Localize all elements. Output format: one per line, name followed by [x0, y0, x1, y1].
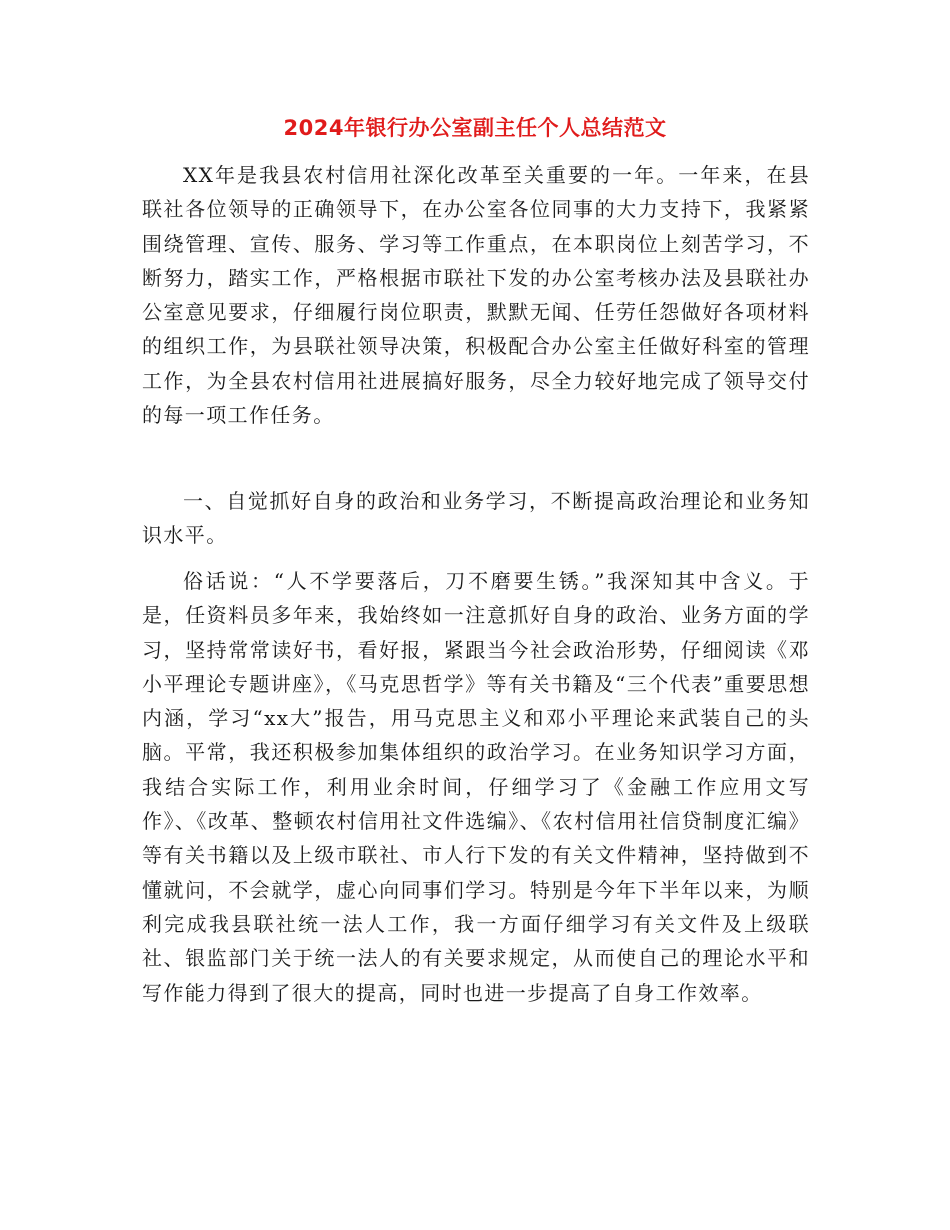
paragraph-study: 俗话说：“人不学要落后，刀不磨要生锈。”我深知其中含义。于是，任资料员多年来，我始终如一注意抓好自身的政治、业务方面的学习，坚持常常读好书，看好报，紧跟当今社会政治形势，仔细阅读《邓小平理论专题讲座》，《马克思哲学》等有关书籍及“三个代表”重要思想内涵，学习“xx大”报告，用马克思主义和邓小平理论来武装自己的头脑。平常，我还积极参加集体组织的政治学习。在业务知识学习方面，我结合实际工作，利用业余时间，仔细学习了《金融工作应用文写作》、《改革、整顿农村信用社文件选编》、《农村信用社信贷制度汇编》等有关书籍以及上级市联社、市人行下发的有关文件精神，坚持做到不懂就问，不会就学，虚心向同事们学习。特别是今年下半年以来，为顺利完成我县联社统一法人工作，我一方面仔细学习有关文件及上级联社、银监部门关于统一法人的有关要求规定，从而使自己的理论水平和写作能力得到了很大的提高，同时也进一步提高了自身工作效率。 [142, 569, 810, 1005]
paragraph-intro: XX年是我县农村信用社深化改革至关重要的一年。一年来，在县联社各位领导的正确领导下，在办公室各位同事的大力支持下，我紧紧围绕管理、宣传、服务、学习等工作重点，在本职岗位上刻苦学习，不断努力，踏实工作，严格根据市联社下发的办公室考核办法及县联社办公室意见要求，仔细履行岗位职责，默默无闻、任劳任怨做好各项材料的组织工作，为县联社领导决策，积极配合办公室主任做好科室的管理工作，为全县农村信用社进展搞好服务，尽全力较好地完成了领导交付的每一项工作任务。 [142, 163, 810, 428]
section-heading-1: 一、自觉抓好自身的政治和业务学习，不断提高政治理论和业务知识水平。 [142, 489, 810, 548]
document-title: 2024年银行办公室副主任个人总结范文 [283, 116, 667, 140]
